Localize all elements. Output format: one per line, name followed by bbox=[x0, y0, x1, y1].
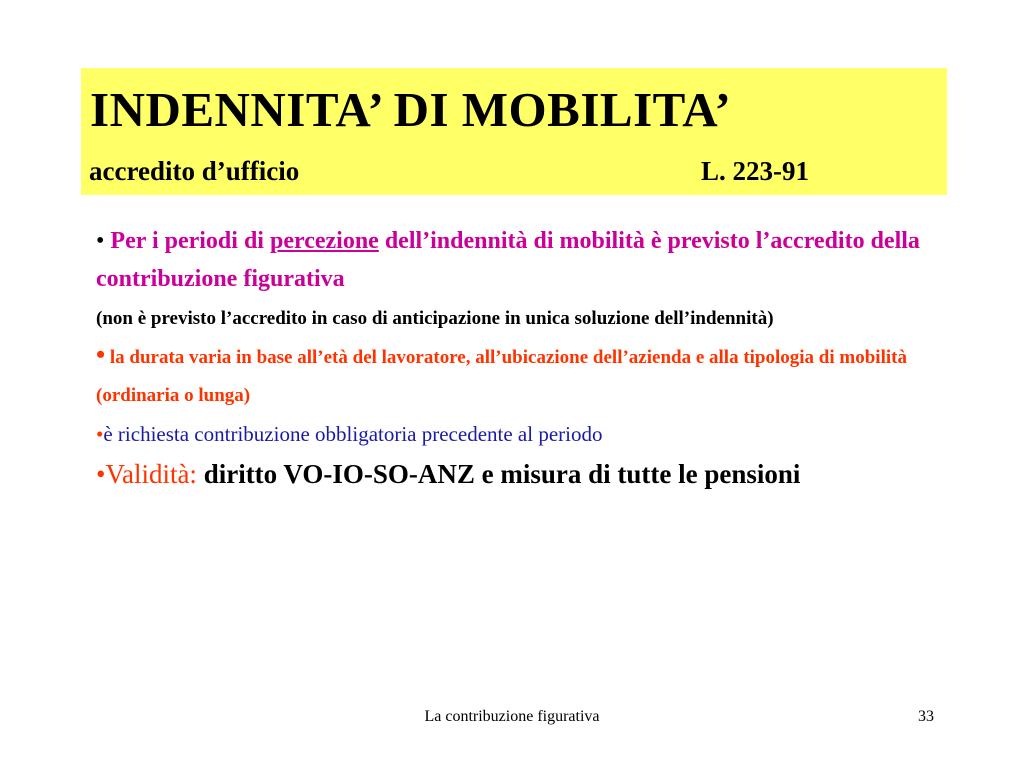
validita-text: diritto VO-IO-SO-ANZ e misura di tutte le pensioni bbox=[196, 459, 801, 489]
bullet-durata bbox=[96, 336, 936, 415]
slide-content bbox=[96, 222, 936, 491]
bullet-text-b: dell’indennità di mobilità è previsto l’accredito della contribuzione figurativa bbox=[96, 228, 920, 292]
validita-label: Validità: bbox=[105, 459, 197, 489]
bullet-contribuzione bbox=[96, 419, 936, 449]
note-anticipazione: (non è previsto l’accredito in caso di anticipazione in unica soluzione dell’indennità) bbox=[96, 308, 774, 329]
bullet-validita bbox=[96, 457, 936, 491]
bullet-durata-text: la durata varia in base all’età del lavoratore, all’ubicazione dell’azienda e alla tipologia di mobilità (ordinaria o lunga) bbox=[96, 347, 907, 406]
slide-subtitle: accredito d’ufficio bbox=[89, 156, 300, 186]
bullet-marker: • bbox=[96, 422, 104, 446]
footer-title: La contribuzione figurativa bbox=[424, 708, 600, 725]
law-reference: L. 223-91 bbox=[701, 156, 809, 186]
bullet-marker: • bbox=[96, 459, 106, 489]
bullet-marker: • bbox=[96, 340, 106, 369]
slide-title: INDENNITA’ DI MOBILITA’ bbox=[90, 82, 732, 137]
page-number: 33 bbox=[918, 708, 934, 725]
bullet-text-a: Per i periodi di bbox=[110, 228, 270, 254]
bullet-text-underlined: percezione bbox=[269, 228, 379, 254]
bullet-contribuzione-text: è richiesta contribuzione obbligatoria precedente al periodo bbox=[103, 422, 603, 446]
title-box bbox=[81, 68, 947, 195]
bullet-marker: • bbox=[96, 228, 105, 254]
bullet-percezione bbox=[96, 222, 936, 298]
